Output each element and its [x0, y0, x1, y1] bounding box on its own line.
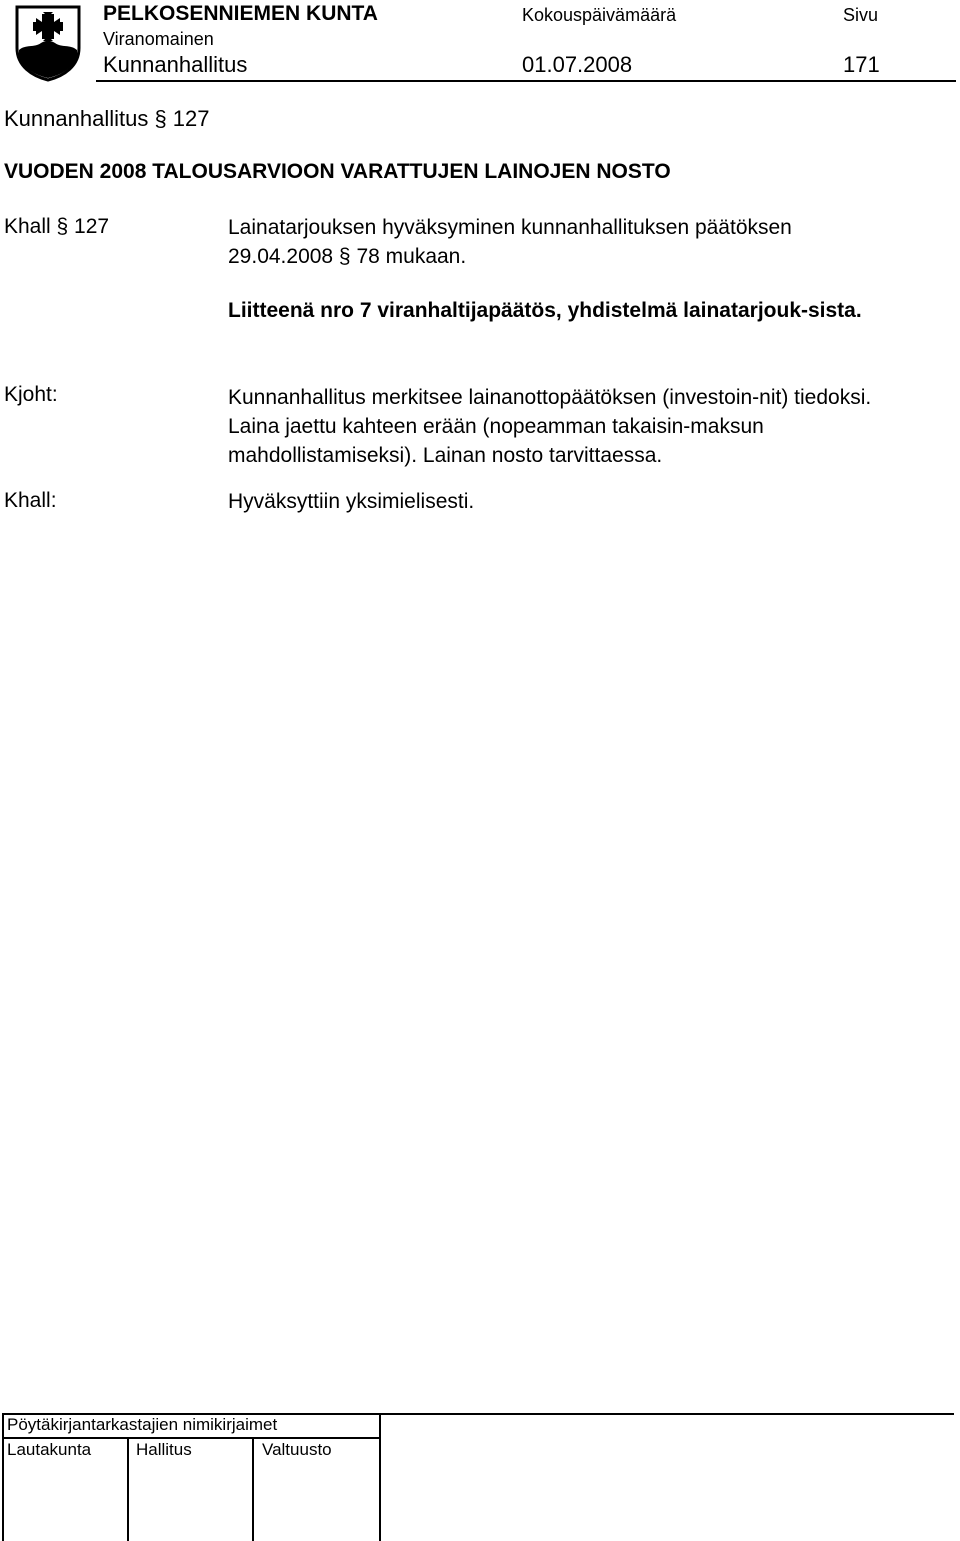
authority-name: Kunnanhallitus: [103, 52, 248, 77]
khall-decision-text: Hyväksyttiin yksimielisesti.: [228, 490, 475, 513]
khall-reference: Khall § 127: [4, 215, 110, 238]
kjoht-label: Kjoht:: [4, 383, 58, 406]
footer-col-valtuusto: Valtuusto: [262, 1440, 332, 1459]
footer-col-lautakunta: Lautakunta: [7, 1440, 92, 1459]
footer-caption: Pöytäkirjantarkastajien nimikirjaimet: [7, 1415, 278, 1434]
authority-label: Viranomainen: [103, 29, 214, 49]
header-divider: [96, 80, 956, 82]
page-label: Sivu: [843, 5, 879, 25]
coat-of-arms-icon: [14, 4, 82, 82]
footer-column-divider-1: [127, 1437, 129, 1541]
intro-line-1: Lainatarjouksen hyväksyminen kunnanhallituksen päätöksen: [228, 216, 792, 239]
section-reference: Kunnanhallitus § 127: [4, 106, 210, 131]
page-number: 171: [843, 52, 880, 77]
document-title: VUODEN 2008 TALOUSARVIOON VARATTUJEN LAINOJEN NOSTO: [4, 160, 671, 183]
footer-column-divider-3: [379, 1413, 381, 1541]
kjoht-proposal-text: Kunnanhallitus merkitsee lainanottopäätöksen (investoin-nit) tiedoksi. Laina jaettu kahteen erään (nopeamman takaisin-maksun mahdollistamiseksi). Lainan nosto tarvittaessa.: [228, 386, 872, 467]
khall-label: Khall:: [4, 489, 57, 512]
attachment-note: Liitteenä nro 7 viranhaltijapäätös, yhdistelmä lainatarjouk-sista.: [228, 299, 862, 322]
intro-line-2: 29.04.2008 § 78 mukaan.: [228, 245, 467, 268]
footer-col-hallitus: Hallitus: [136, 1440, 192, 1459]
footer-column-divider-2: [252, 1437, 254, 1541]
meeting-date-label: Kokouspäivämäärä: [522, 5, 677, 25]
meeting-date: 01.07.2008: [522, 52, 633, 77]
footer-border-left: [2, 1413, 4, 1541]
organization-name: PELKOSENNIEMEN KUNTA: [103, 2, 378, 25]
footer-caption-divider: [2, 1437, 380, 1439]
